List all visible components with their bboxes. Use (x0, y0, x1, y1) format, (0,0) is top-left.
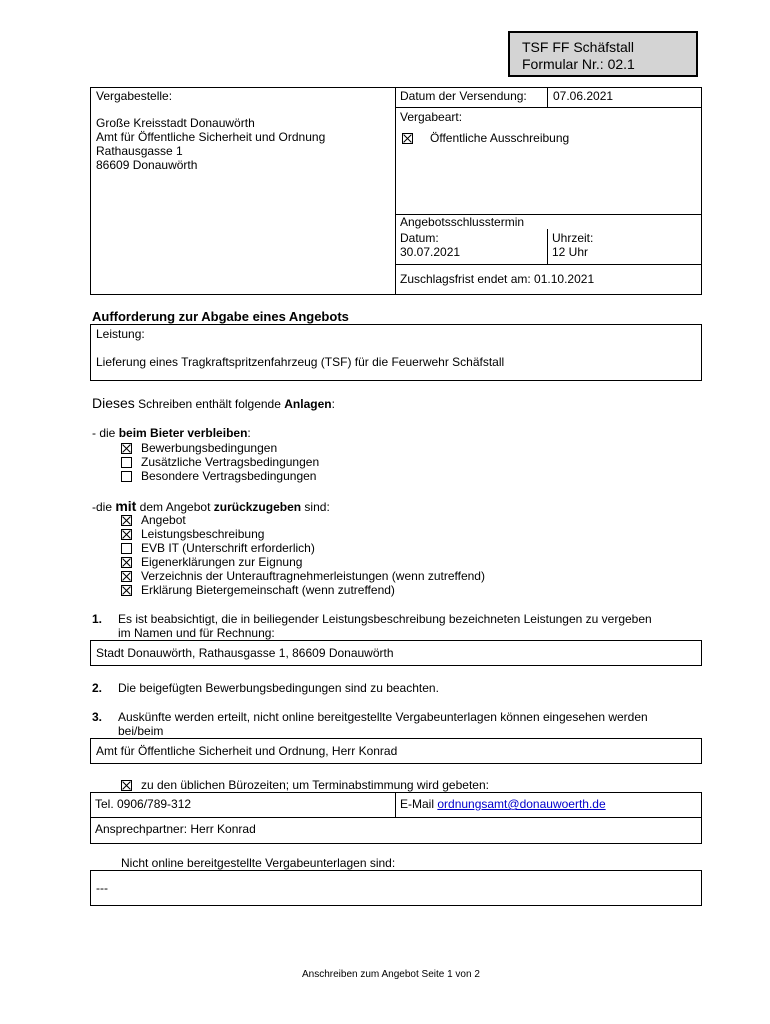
zurueck-a: -die (92, 500, 116, 514)
checkbox-icon[interactable] (121, 529, 132, 540)
email-label: E-Mail (400, 797, 438, 811)
form-header-box (508, 31, 698, 77)
divider (547, 229, 548, 264)
schluss-datum-label: Datum: (400, 231, 439, 245)
checkbox-icon[interactable] (121, 471, 132, 482)
form-number: Formular Nr.: 02.1 (522, 56, 635, 72)
checkbox-icon[interactable] (121, 557, 132, 568)
schluss-datum: 30.07.2021 (400, 245, 461, 259)
verbleiben-b: beim Bieter verbleiben (118, 426, 248, 440)
list-item (121, 455, 319, 469)
nicht-online-box (90, 870, 702, 906)
list-item-label: Angebot (141, 513, 186, 527)
zurueck-heading (92, 499, 330, 514)
list-item-label: Besondere Vertragsbedingungen (141, 469, 317, 483)
vergabeart-option (402, 131, 569, 145)
point3-box-text: Amt für Öffentliche Sicherheit und Ordnung, Herr Konrad (96, 744, 398, 758)
checkbox-icon[interactable] (121, 457, 132, 468)
schluss-uhrzeit: 12 Uhr (552, 245, 589, 259)
vergabestelle-name: Große Kreisstadt Donauwörth (96, 116, 255, 130)
anlagen-intro-d: : (331, 397, 335, 411)
anlagen-intro-a: Dieses (92, 395, 135, 411)
section-title: Aufforderung zur Abgabe eines Angebots (92, 309, 349, 324)
vergabestelle-street: Rathausgasse 1 (96, 144, 183, 158)
vergabestelle-city: 86609 Donauwörth (96, 158, 198, 172)
vergabeart-label: Vergabeart: (400, 110, 463, 124)
buero-text: zu den üblichen Bürozeiten; um Terminabstimmung wird gebeten: (141, 778, 489, 792)
schluss-label: Angebotsschlusstermin (400, 215, 525, 229)
vergabestelle-label: Vergabestelle: (96, 89, 173, 103)
checkbox-icon[interactable] (121, 515, 132, 526)
point3-box (90, 738, 702, 764)
list-item-label: Bewerbungsbedingungen (141, 441, 278, 455)
point3-text2: bei/beim (118, 724, 164, 738)
leistung-label: Leistung: (96, 327, 145, 341)
anlagen-intro-c: Anlagen (284, 397, 332, 411)
verbleiben-a: - die (92, 426, 119, 440)
versendung-label: Datum der Versendung: (400, 89, 527, 103)
anlagen-intro-b: Schreiben enthält folgende (134, 397, 285, 411)
vergabeart-option-label: Öffentliche Ausschreibung (430, 131, 570, 145)
versendung-value: 07.06.2021 (553, 89, 614, 103)
list-item (121, 469, 316, 483)
schluss-uhrzeit-label: Uhrzeit: (552, 231, 594, 245)
buero-line (121, 778, 489, 792)
checkbox-icon[interactable] (121, 543, 132, 554)
checkbox-icon[interactable] (402, 133, 413, 144)
point1-text2: im Namen und für Rechnung: (118, 626, 275, 640)
tel-text: Tel. 0906/789-312 (95, 797, 192, 811)
list-item-label: Verzeichnis der Unterauftragnehmerleistungen (wenn zutreffend) (141, 569, 485, 583)
nicht-online-label: Nicht online bereitgestellte Vergabeunterlagen sind: (121, 856, 396, 870)
divider (395, 792, 396, 818)
form-title: TSF FF Schäfstall (522, 39, 635, 55)
point1-box (90, 640, 702, 666)
point1-num: 1. (92, 612, 103, 626)
list-item (121, 555, 302, 569)
checkbox-icon[interactable] (121, 571, 132, 582)
divider (90, 817, 702, 818)
point2-num: 2. (92, 681, 103, 695)
leistung-box (90, 324, 702, 381)
point1-text1: Es ist beabsichtigt, die in beiliegender Leistungsbeschreibung bezeichneten Leistungen zu vergeben (118, 612, 652, 626)
email-link[interactable]: ordnungsamt@donauwoerth.de (437, 797, 606, 811)
list-item-label: Zusätzliche Vertragsbedingungen (141, 455, 320, 469)
list-item-label: Eigenerklärungen zur Eignung (141, 555, 303, 569)
divider (547, 87, 548, 107)
anlagen-intro (92, 396, 335, 411)
list-item (121, 513, 186, 527)
checkbox-icon[interactable] (121, 780, 132, 791)
leistung-text: Lieferung eines Tragkraftspritzenfahrzeug (TSF) für die Feuerwehr Schäfstall (96, 355, 505, 369)
zurueck-d: zurückzugeben (213, 500, 302, 514)
list-item-label: EVB IT (Unterschrift erforderlich) (141, 541, 315, 555)
vergabestelle-dept: Amt für Öffentliche Sicherheit und Ordnung (96, 130, 326, 144)
list-item (121, 441, 277, 455)
point3-text1: Auskünfte werden erteilt, nicht online bereitgestellte Vergabeunterlagen können eingesehen werden (118, 710, 648, 724)
list-item-label: Erklärung Bietergemeinschaft (wenn zutreffend) (141, 583, 395, 597)
zurueck-b: mit (115, 498, 137, 514)
list-item (121, 583, 395, 597)
divider (395, 264, 702, 265)
point1-box-text: Stadt Donauwörth, Rathausgasse 1, 86609 Donauwörth (96, 646, 394, 660)
divider (395, 107, 702, 108)
page-footer: Anschreiben zum Angebot Seite 1 von 2 (302, 969, 480, 980)
zurueck-c: dem Angebot (136, 500, 214, 514)
zuschlagsfrist: Zuschlagsfrist endet am: 01.10.2021 (400, 272, 595, 286)
list-item (121, 569, 485, 583)
point2-text: Die beigefügten Bewerbungsbedingungen sind zu beachten. (118, 681, 439, 695)
zurueck-e: sind: (301, 500, 330, 514)
email-line (400, 797, 606, 811)
verbleiben-heading (92, 426, 251, 440)
checkbox-icon[interactable] (121, 585, 132, 596)
nicht-online-value: --- (96, 881, 108, 895)
list-item (121, 527, 264, 541)
ansprechpartner: Ansprechpartner: Herr Konrad (95, 822, 256, 836)
point3-num: 3. (92, 710, 103, 724)
verbleiben-c: : (247, 426, 251, 440)
list-item (121, 541, 315, 555)
checkbox-icon[interactable] (121, 443, 132, 454)
list-item-label: Leistungsbeschreibung (141, 527, 265, 541)
